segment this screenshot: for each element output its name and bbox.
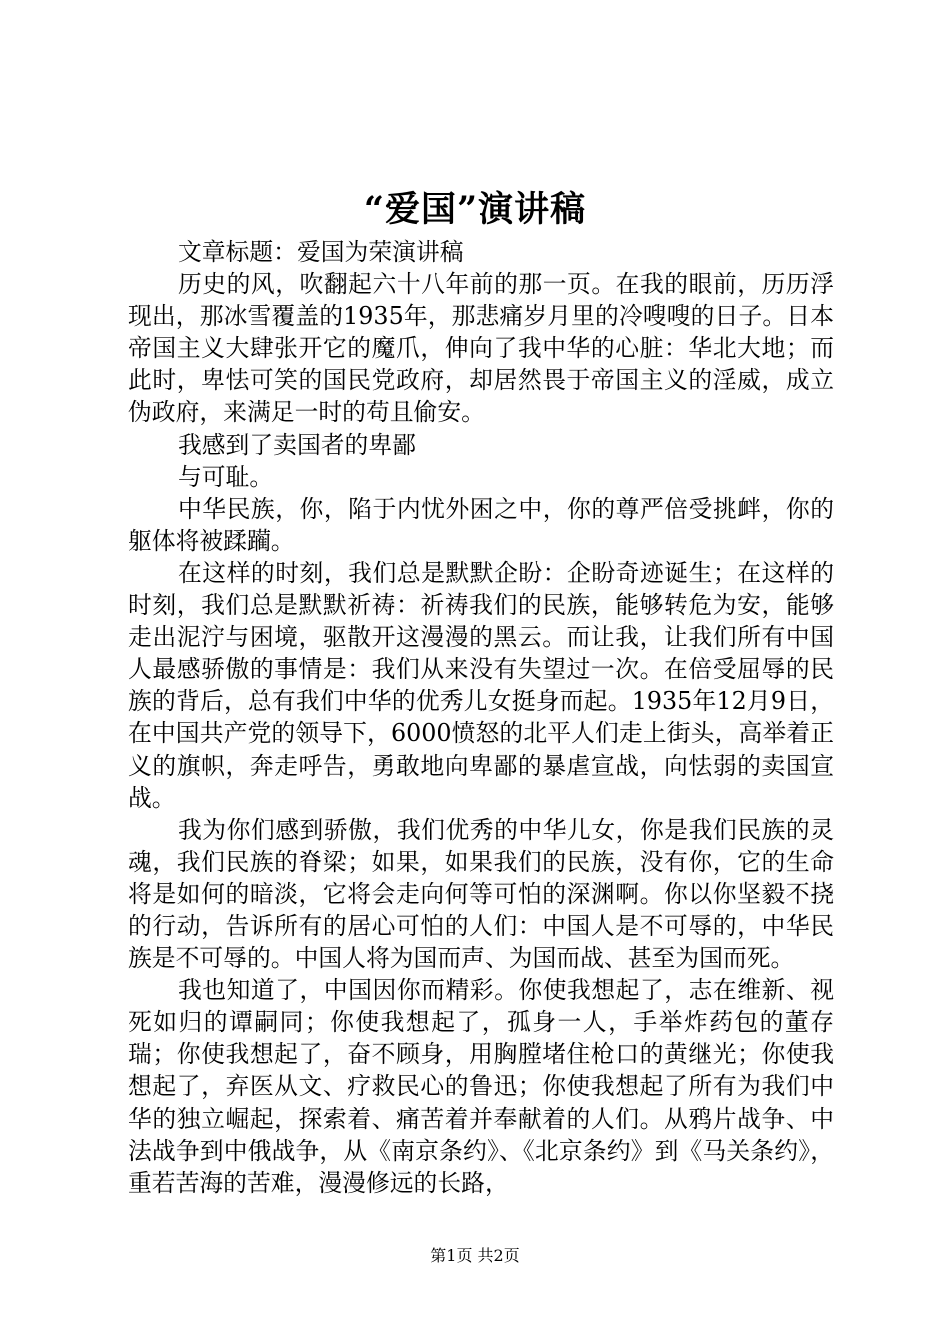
page-footer: 第1页 共2页	[430, 1246, 520, 1265]
paragraph: 中华民族，你，陷于内忧外困之中，你的尊严倍受挑衅，你的躯体将被蹂躏。	[128, 494, 834, 555]
paragraph: 与可耻。	[177, 462, 274, 491]
paragraph: 在这样的时刻，我们总是默默企盼：企盼奇迹诞生；在这样的时刻，我们总是默默祈祷：祈祷我们的民族，能够转危为安，能够走出泥泞与困境，驱散开这漫漫的黑云。而让我，让我们所有中国人最感骄傲的事情是：我们从来没有失望过一次。在倍受屈辱的民族的背后，总有我们中华的优秀儿女挺身而起。1935年12月9日，在中国共产党的领导下，6000愤怒的北平人们走上街头，高举着正义的旗帜，奔走呼告，勇敢地向卑鄙的暴虐宣战，向怯弱的卖国宣战。	[128, 558, 834, 812]
document-body	[128, 236, 834, 1199]
paragraph: 我也知道了，中国因你而精彩。你使我想起了，志在维新、视死如归的谭嗣同；你使我想起了，孤身一人，手举炸药包的董存瑞；你使我想起了，奋不顾身，用胸膛堵住枪口的黄继光；你使我想起了，弃医从文、疗救民心的鲁迅；你使我想起了所有为我们中华的独立崛起，探索着、痛苦着并奉献着的人们。从鸦片战争、中法战争到中俄战争，从《南京条约》、《北京条约》到《马关条约》，重若苦海的苦难，漫漫修远的长路，	[128, 976, 834, 1197]
document-title: “爱国”演讲稿	[363, 189, 587, 230]
paragraph: 我感到了卖国者的卑鄙	[177, 430, 416, 459]
paragraph: 我为你们感到骄傲，我们优秀的中华儿女，你是我们民族的灵魂，我们民族的脊梁；如果，如果我们的民族，没有你，它的生命将是如何的暗淡，它将会走向何等可怕的深渊啊。你以你坚毅不挠的行动，告诉所有的居心可怕的人们：中国人是不可辱的，中华民族是不可辱的。中国人将为国而声、为国而战、甚至为国而死。	[128, 815, 834, 973]
paragraph-article-title: 文章标题：爱国为荣演讲稿	[177, 238, 464, 266]
paragraph: 历史的风，吹翻起六十八年前的那一页。在我的眼前，历历浮现出，那冰雪覆盖的1935年，那悲痛岁月里的冷嗖嗖的日子。日本帝国主义大肆张开它的魔爪，伸向了我中华的心脏：华北大地；而此时，卑怯可笑的国民党政府，却居然畏于帝国主义的淫威，成立伪政府，来满足一时的苟且偷安。	[128, 270, 834, 427]
